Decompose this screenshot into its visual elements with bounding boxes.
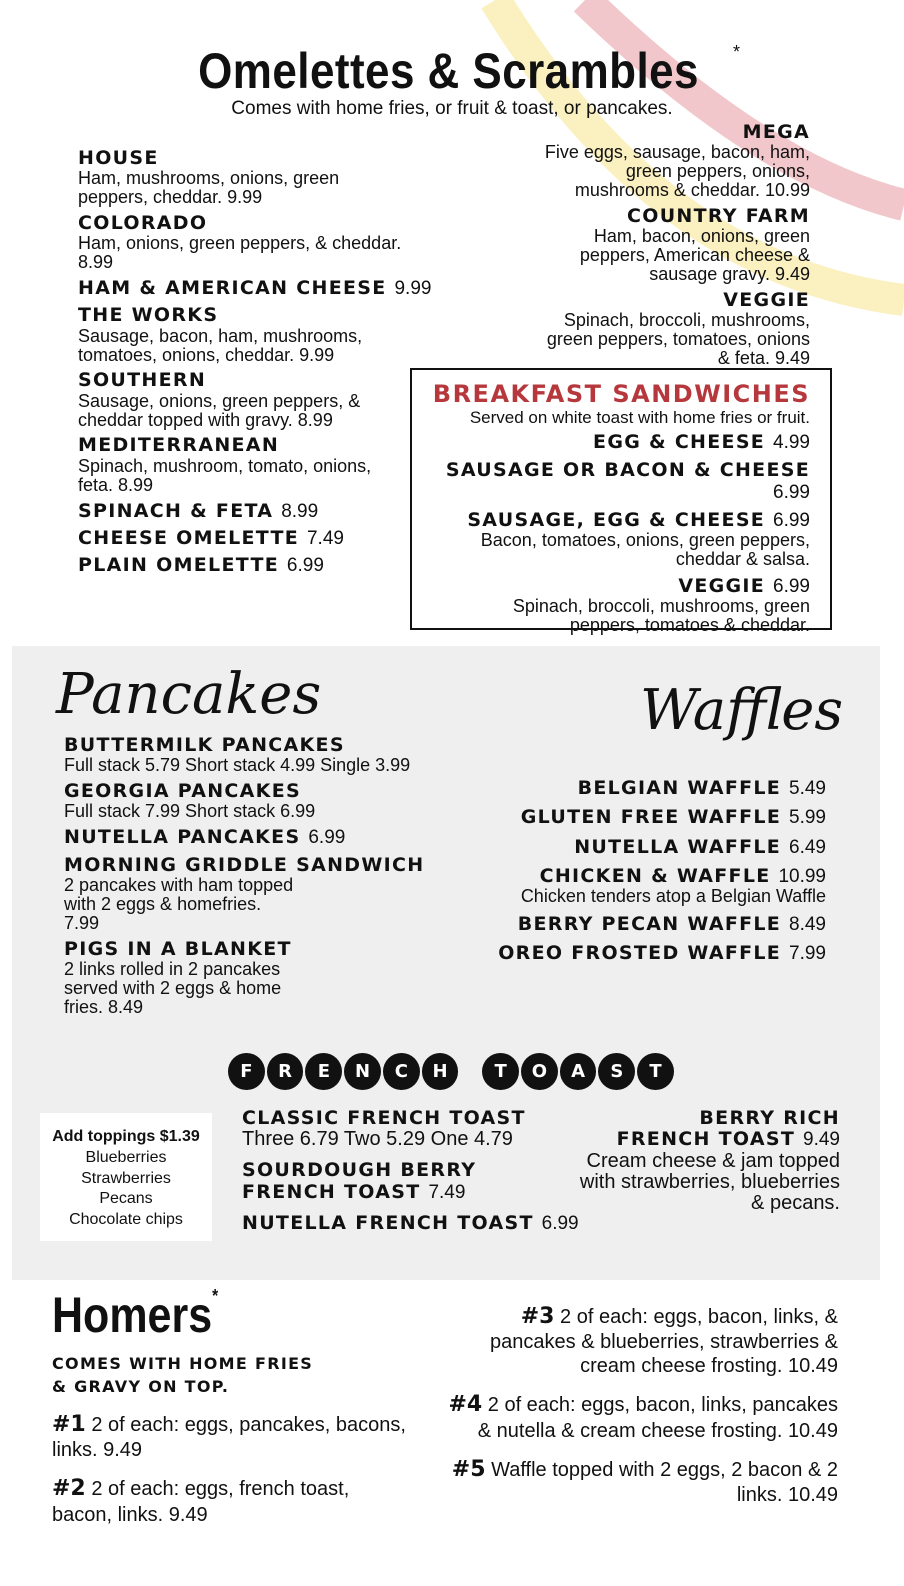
menu-item-name: MORNING GRIDDLE SANDWICH	[64, 853, 425, 876]
menu-item-price: 6.49	[789, 836, 826, 858]
menu-item-name: CHICKEN & WAFFLE	[539, 864, 771, 887]
topping-item: Chocolate chips	[69, 1211, 183, 1229]
omelettes-header	[0, 42, 904, 120]
menu-item-name-row	[78, 528, 458, 549]
menu-item-price: 4.99	[773, 432, 810, 453]
menu-item-description: Spinach, broccoli, mushrooms, green peppers, tomatoes & cheddar.	[512, 596, 810, 635]
menu-item	[426, 460, 810, 503]
menu-item-description: Ham, bacon, onions, green peppers, American cheese & sausage gravy. 9.49	[579, 226, 810, 284]
menu-item	[78, 278, 458, 299]
menu-item	[78, 435, 458, 494]
menu-item-name-row	[430, 206, 810, 227]
menu-item-name-row	[78, 501, 458, 522]
banner-letter-circle: H	[422, 1053, 459, 1090]
combo-description: 2 of each: eggs, french toast, bacon, links. 9.49	[52, 1478, 350, 1526]
menu-item	[64, 939, 484, 1017]
menu-item-name-row	[64, 939, 484, 960]
combo-number: #2	[52, 1476, 86, 1502]
menu-item-name: HAM & AMERICAN CHEESE	[78, 277, 387, 300]
berry-rich-price: 9.49	[803, 1129, 840, 1151]
pancakes-title: Pancakes	[56, 662, 322, 727]
topping-item: Blueberries	[85, 1148, 167, 1166]
menu-item-name-row	[64, 781, 484, 802]
menu-item-price: 8.99	[281, 500, 319, 522]
menu-item-name: SOUTHERN	[78, 369, 207, 392]
combo-description: 2 of each: eggs, bacon, links, & pancakes & blueberries, strawberries & cream cheese frosting. 10.49	[490, 1306, 838, 1378]
homers-subtitle-line1: COMES WITH HOME FRIES	[52, 1354, 314, 1373]
sandwiches-list	[426, 432, 810, 635]
menu-item	[430, 206, 810, 284]
homers-asterisk: *	[212, 1286, 219, 1306]
menu-item-price: 6.99	[773, 509, 810, 531]
menu-item-name-row	[426, 432, 810, 453]
menu-item-description: Ham, mushrooms, onions, green peppers, cheddar. 9.99	[78, 168, 340, 208]
waffles-title: Waffles	[640, 678, 844, 743]
menu-item	[78, 370, 458, 429]
menu-item-name-row	[78, 148, 458, 169]
menu-item-description: Sausage, onions, green peppers, & cheddar topped with gravy. 8.99	[78, 390, 361, 430]
banner-letter-circle: F	[228, 1053, 265, 1090]
menu-item-name-row	[78, 213, 458, 234]
menu-item-name: GLUTEN FREE WAFFLE	[520, 806, 782, 829]
menu-item-price: 9.99	[394, 278, 432, 300]
menu-item	[78, 213, 458, 272]
menu-item-price: 10.99	[778, 865, 826, 887]
sandwiches-subtitle: Served on white toast with home fries or fruit.	[469, 408, 810, 427]
menu-item	[242, 1108, 602, 1150]
menu-item-price: 7.99	[789, 943, 826, 965]
menu-item-description: Full stack 5.79 Short stack 4.99 Single 3.99	[64, 755, 411, 776]
menu-item-name-row	[242, 1160, 512, 1203]
menu-item-name: BUTTERMILK PANCAKES	[64, 734, 345, 756]
omelettes-title: Omelettes & Scrambles	[198, 43, 699, 99]
menu-item-name: THE WORKS	[78, 304, 219, 327]
menu-item-name-row	[64, 827, 484, 848]
menu-item-name: COLORADO	[78, 212, 208, 235]
menu-item-description: Spinach, mushroom, tomato, onions, feta. 8.99	[78, 455, 372, 495]
french-toast-banner	[228, 1048, 676, 1094]
menu-item	[440, 866, 826, 906]
menu-item-description: Full stack 7.99 Short stack 6.99	[64, 801, 316, 822]
homers-left-column	[52, 1412, 412, 1541]
menu-item-price: 6.99	[773, 481, 810, 503]
menu-item-name: NUTELLA WAFFLE	[574, 835, 782, 858]
menu-item	[440, 778, 826, 799]
menu-item-description: Bacon, tomatoes, onions, green peppers, cheddar & salsa.	[480, 530, 810, 569]
menu-item-name: OREO FROSTED WAFFLE	[498, 942, 782, 965]
menu-item-price: 6.99	[308, 827, 346, 849]
menu-item	[426, 576, 810, 635]
menu-item-name: SOURDOUGH BERRY FRENCH TOAST	[242, 1159, 477, 1203]
menu-item-name-row	[440, 914, 826, 935]
sandwiches-title: BREAKFAST SANDWICHES	[432, 380, 810, 408]
menu-item-name-row	[64, 735, 484, 756]
combo-number: #5	[451, 1456, 486, 1482]
toppings-list	[40, 1148, 212, 1231]
menu-item-name-row	[78, 435, 458, 456]
menu-item-price: 7.49	[306, 527, 344, 549]
homers-right-column	[440, 1304, 838, 1521]
menu-item-price: 8.49	[789, 913, 826, 935]
menu-item-price: 5.99	[789, 807, 826, 829]
waffles-list	[440, 778, 826, 972]
menu-item-name-row	[64, 855, 484, 876]
combo-item	[440, 1457, 838, 1507]
menu-item-description: Chicken tenders atop a Belgian Waffle	[520, 886, 826, 907]
banner-letter-circle: E	[305, 1053, 342, 1090]
banner-letter-circle: O	[521, 1053, 558, 1090]
toppings-heading: Add toppings $1.39	[52, 1128, 200, 1145]
menu-item-name: GEORGIA PANCAKES	[64, 780, 301, 803]
topping-item: Pecans	[99, 1190, 153, 1208]
french-toast-right-column	[560, 1108, 840, 1215]
menu-item-name-row	[440, 807, 826, 828]
menu-item-name: MEGA	[742, 121, 810, 143]
menu-item-name: COUNTRY FARM	[627, 204, 810, 227]
menu-item	[426, 432, 810, 453]
menu-item-name-row	[78, 370, 458, 391]
menu-item	[430, 122, 810, 200]
menu-item-price: 6.99	[541, 1212, 579, 1234]
menu-item-description: Three 6.79 Two 5.29 One 4.79	[242, 1128, 513, 1151]
menu-item-name-row	[430, 122, 810, 143]
menu-item	[78, 305, 458, 364]
menu-item	[64, 855, 484, 933]
homers-subtitle	[52, 1352, 372, 1398]
menu-item-name-row	[78, 278, 458, 299]
menu-item	[78, 528, 458, 549]
combo-description: Waffle topped with 2 eggs, 2 bacon & 2 links. 10.49	[491, 1458, 838, 1507]
menu-item-name-row	[426, 576, 810, 597]
combo-description: 2 of each: eggs, pancakes, bacons, links. 9.49	[52, 1414, 406, 1462]
menu-item-description: 2 links rolled in 2 pancakes served with 2 eggs & home fries. 8.49	[64, 958, 282, 1017]
banner-letter-circle: C	[383, 1053, 420, 1090]
homers-title: Homers	[52, 1287, 213, 1343]
menu-item-name-row	[440, 943, 826, 964]
menu-item-name: BELGIAN WAFFLE	[577, 777, 782, 799]
menu-item-name: VEGGIE	[723, 288, 810, 311]
banner-letter-circle: A	[560, 1053, 597, 1090]
menu-item-name-row	[242, 1108, 602, 1129]
berry-rich-name-line1: BERRY RICH	[699, 1107, 840, 1129]
banner-letter-circle: S	[598, 1053, 635, 1090]
toppings-box	[40, 1113, 212, 1241]
menu-item	[440, 807, 826, 828]
menu-item-name-row	[426, 510, 810, 531]
menu-item-name-row	[440, 778, 826, 799]
menu-item	[64, 827, 484, 848]
combo-item	[440, 1392, 838, 1442]
french-toast-left-column	[242, 1108, 602, 1244]
menu-item-description: Sausage, bacon, ham, mushrooms, tomatoes, onions, cheddar. 9.99	[78, 325, 363, 365]
menu-item	[64, 781, 484, 821]
menu-item-name: NUTELLA FRENCH TOAST	[242, 1211, 534, 1234]
menu-item-name-row	[440, 837, 826, 858]
menu-item-name: SAUSAGE, EGG & CHEESE	[467, 508, 766, 531]
menu-item-name-row	[430, 290, 810, 311]
menu-item-price: 6.99	[286, 555, 324, 577]
banner-letter-circle: T	[637, 1053, 674, 1090]
menu-item-name: CLASSIC FRENCH TOAST	[242, 1107, 526, 1129]
menu-item-price: 5.49	[789, 778, 826, 799]
menu-item-description: Spinach, broccoli, mushrooms, green peppers, tomatoes, onions & feta. 9.49	[546, 310, 810, 368]
banner-letter-circle: R	[267, 1053, 304, 1090]
menu-item	[64, 735, 484, 775]
menu-item-name-row	[78, 305, 458, 326]
menu-item	[242, 1160, 602, 1203]
combo-item	[52, 1476, 412, 1526]
banner-letter-circle: T	[482, 1053, 519, 1090]
combo-item	[52, 1412, 412, 1462]
homers-title-row	[52, 1286, 218, 1344]
menu-item	[430, 290, 810, 368]
menu-item-name: NUTELLA PANCAKES	[64, 826, 301, 849]
berry-rich-description: Cream cheese & jam topped with strawberries, blueberries & pecans.	[579, 1149, 840, 1215]
omelettes-right-column	[430, 122, 810, 374]
breakfast-sandwiches-box	[410, 368, 832, 635]
menu-item	[440, 943, 826, 964]
menu-item-name-row	[78, 555, 458, 576]
topping-item: Strawberries	[81, 1169, 171, 1187]
menu-item-name: PLAIN OMELETTE	[78, 554, 279, 577]
menu-item-name: PIGS IN A BLANKET	[64, 937, 292, 960]
menu-item-name: SPINACH & FETA	[78, 499, 274, 522]
berry-rich-name-line2: FRENCH TOAST	[616, 1128, 796, 1151]
menu-item-name-row	[440, 866, 826, 887]
combo-number: #4	[448, 1392, 483, 1418]
homers-subtitle-line2: & GRAVY ON TOP.	[52, 1377, 230, 1397]
menu-item-name-row	[426, 460, 810, 503]
menu-item	[78, 501, 458, 522]
menu-item-price: 7.49	[428, 1181, 466, 1203]
combo-item	[440, 1304, 838, 1378]
menu-item-name: EGG & CHEESE	[593, 431, 766, 453]
menu-item-description: 2 pancakes with ham topped with 2 eggs & homefries. 7.99	[64, 874, 294, 933]
omelettes-subtitle: Comes with home fries, or fruit & toast, or pancakes.	[231, 98, 673, 119]
menu-item-name: BERRY PECAN WAFFLE	[517, 912, 782, 935]
combo-number: #1	[52, 1412, 86, 1437]
menu-item-name-row	[242, 1213, 602, 1234]
menu-item-name: HOUSE	[78, 147, 159, 169]
combo-description: 2 of each: eggs, bacon, links, pancakes & nutella & cream cheese frosting. 10.49	[477, 1394, 838, 1442]
menu-item-name: CHEESE OMELETTE	[78, 526, 300, 549]
menu-item	[242, 1213, 602, 1234]
omelettes-left-column	[78, 148, 458, 582]
combo-number: #3	[520, 1304, 555, 1329]
banner-letter-circle: N	[344, 1053, 381, 1090]
menu-item-name: MEDITERRANEAN	[78, 434, 280, 457]
menu-item	[440, 914, 826, 935]
menu-item	[426, 510, 810, 569]
pancakes-list	[64, 735, 484, 1022]
menu-item-name: SAUSAGE OR BACON & CHEESE	[445, 459, 810, 482]
menu-item-name: VEGGIE	[678, 574, 766, 597]
menu-item-description: Ham, onions, green peppers, & cheddar. 8.99	[78, 233, 402, 273]
menu-item	[78, 148, 458, 207]
menu-item	[78, 555, 458, 576]
menu-item-price: 6.99	[773, 575, 810, 597]
menu-item-description: Five eggs, sausage, bacon, ham, green peppers, onions, mushrooms & cheddar. 10.99	[544, 142, 810, 201]
omelettes-asterisk: *	[733, 42, 741, 62]
menu-item	[440, 837, 826, 858]
